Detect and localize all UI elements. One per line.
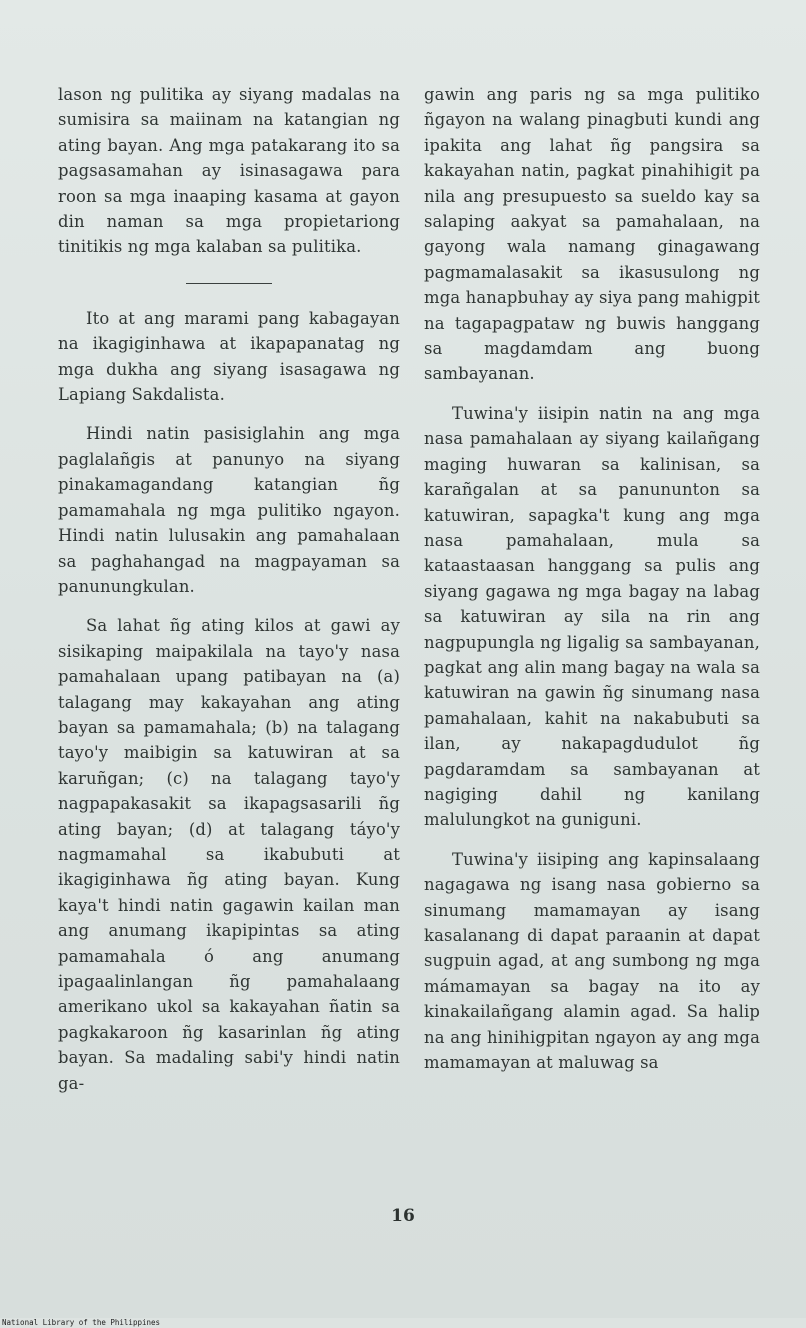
left-paragraph-4: Sa lahat ñg ating kilos at gawi ay sisikaping maipakilala na tayo'y nasa pamahalaan upang patibayan na (a) talagang may kakayahan ang ating bayan sa pamamahala; (b) na talagang tayo'y maibigin sa katuwiran at sa karuñgan; (c) na talagang tayo'y nagpapakasakit sa ikapagsasarili ñg ating bayan; (d) at talagang táyo'y nagmamahal sa ikabubuti at ikagiginhawa ñg ating bayan. Kung kaya't hindi natin gagawin kailan man ang anumang ikapipintas sa ating pamamahala ó ang anumang ipagaalinlangan ñg pamahalaang amerikano ukol sa kakayahan ñatin sa pagkakaroon ñg kasarinlan ñg ating bayan. Sa madaling sabi'y hindi natin ga- <box>58 616 400 1093</box>
right-column <box>424 82 760 1075</box>
library-credit: National Library of the Philippines <box>2 1318 161 1327</box>
right-paragraph-1: gawin ang paris ng sa mga pulitiko ñgayon na walang pinagbuti kundi ang ipakita ang lahat ñg pangsira sa kakayahan natin, pagkat pinahihigit pa nila ang presupuesto sa sueldo kay sa salaping aakyat sa pamahalaan, na gayong wala namang ginagawang pagmamalasakit sa ikasusulong ng mga hanapbuhay ay siya pang mahigpit na tagapagpataw ng buwis hanggang sa magdamdam ang buong sambayanan. <box>424 85 760 384</box>
right-paragraph-3: Tuwina'y iisiping ang kapinsalaang nagagawa ng isang nasa gobierno sa sinumang mamamayan ay isang kasalanang di dapat paraanin at dapat sugpuin agad, at ang sumbong ng mga mámamayan sa bagay na ito ay kinakailañgang alamin agad. Sa halip na ang hinihigpitan ngayon ay ang mga mamamayan at maluwag sa <box>424 849 760 1073</box>
section-divider <box>186 283 272 284</box>
left-paragraph-1: lason ng pulitika ay siyang madalas na sumisira sa maiinam na katangian ng ating bayan. Ang mga patakarang ito sa pagsasamahan ay isinasagawa para roon sa mga inaaping kasama at gayon din naman sa mga propietariong tinitikis ng mga kalaban sa pulitika. <box>58 85 400 257</box>
page-number: 16 <box>391 1206 415 1226</box>
right-paragraph-2: Tuwina'y iisipin natin na ang mga nasa pamahalaan ay siyang kailañgang maging huwaran sa kalinisan, sa karañgalan at sa panununton sa katuwiran, sapagka't kung ang mga nasa pamahalaan, mula sa kataastaasan hanggang sa pulis ang siyang gagawa ng mga bagay na labag sa katuwiran ay sila na rin ang nagpupungla ng ligalig sa sambayanan, pagkat ang alin mang bagay na wala sa katuwiran na gawin ñg sinumang nasa pamahalaan, kahit na nakabubuti sa ilan, ay nakapagdudulot ñg pagdaramdam sa sambayanan at nagiging dahil ng kanilang malulungkot na guniguni. <box>424 403 760 830</box>
left-paragraph-3: Hindi natin pasisiglahin ang mga paglalañgis at panunyo na siyang pinakamagandang katangian ñg pamamahala ng mga pulitiko ngayon. Hindi natin lulusakin ang pamahalaan sa paghahangad na magpayaman sa panunungkulan. <box>58 424 400 596</box>
left-paragraph-2: Ito at ang marami pang kabagayan na ikagiginhawa at ikapapanatag ng mga dukha ang siyang isasagawa ng Lapiang Sakdalista. <box>58 308 400 405</box>
left-column <box>58 82 400 1096</box>
